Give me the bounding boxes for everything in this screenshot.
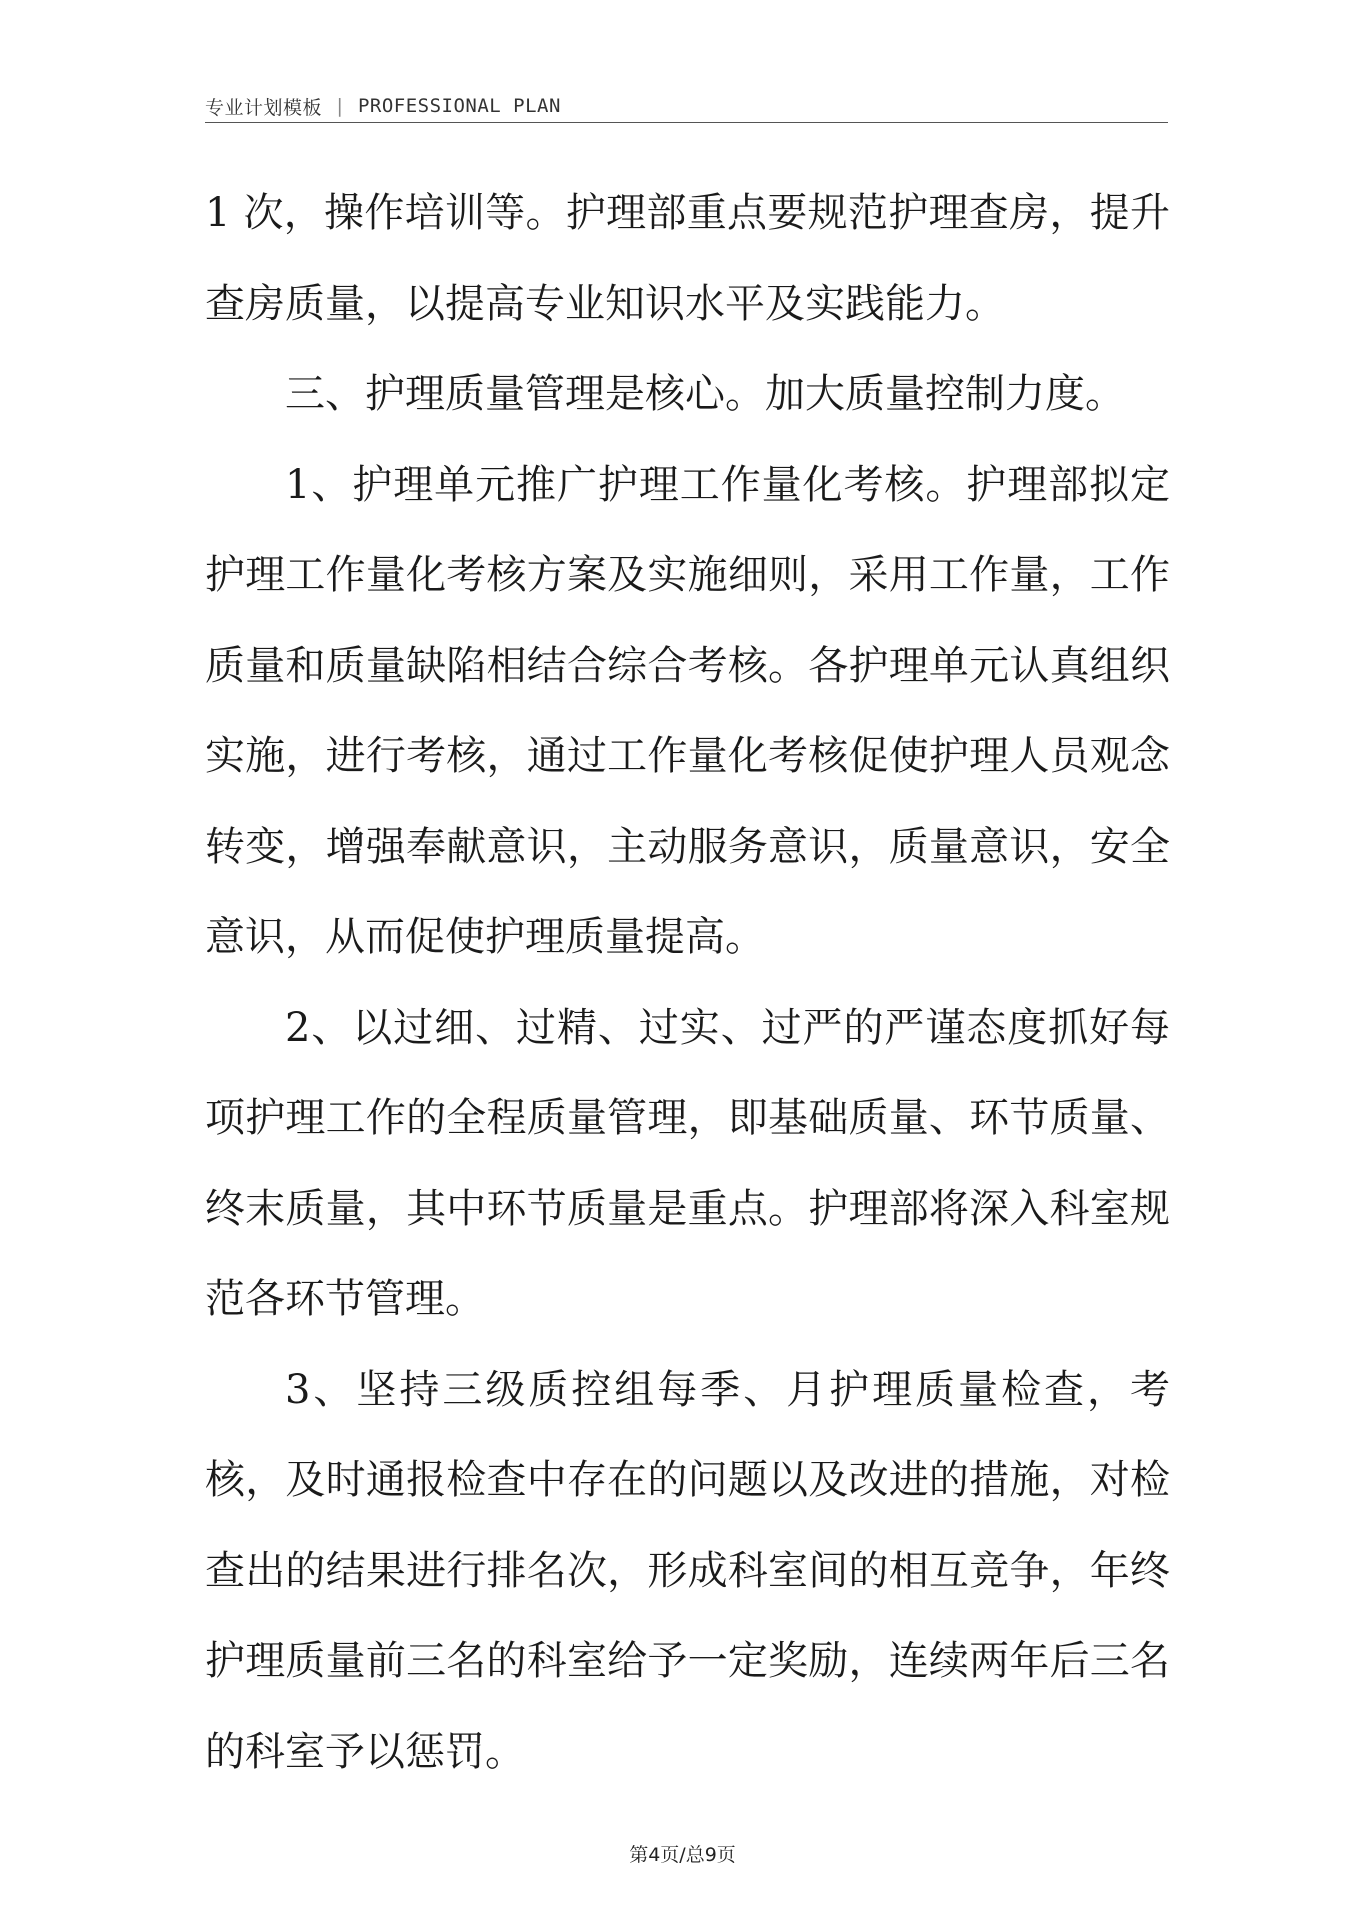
header-title-en: PROFESSIONAL PLAN [357, 95, 561, 117]
header-title-cn: 专业计划模板 [205, 96, 323, 119]
header-separator: | [334, 95, 346, 117]
document-body [205, 168, 1170, 1797]
paragraph-1: 1 次，操作培训等。护理部重点要规范护理查房，提升查房质量，以提高专业知识水平及实践能力。 [205, 190, 1170, 327]
paragraph-4: 2、以过细、过精、过实、过严的严谨态度抓好每项护理工作的全程质量管理，即基础质量、环节质量、终末质量，其中环节质量是重点。护理部将深入科室规范各环节管理。 [205, 1004, 1170, 1322]
page-number: 第4页/总9页 [629, 1844, 736, 1866]
paragraph-2: 三、护理质量管理是核心。加大质量控制力度。 [285, 371, 1125, 417]
paragraph-3: 1、护理单元推广护理工作量化考核。护理部拟定护理工作量化考核方案及实施细则，采用工作量，工作质量和质量缺陷相结合综合考核。各护理单元认真组织实施，进行考核，通过工作量化考核促使护理人员观念转变，增强奉献意识，主动服务意识，质量意识，安全意识，从而促使护理质量提高。 [205, 461, 1170, 960]
page-header [205, 90, 1168, 123]
paragraph-5: 3、坚持三级质控组每季、月护理质量检查，考核，及时通报检查中存在的问题以及改进的措施，对检查出的结果进行排名次，形成科室间的相互竞争，年终护理质量前三名的科室给予一定奖励，连续两年后三名的科室予以惩罚。 [205, 1366, 1170, 1775]
